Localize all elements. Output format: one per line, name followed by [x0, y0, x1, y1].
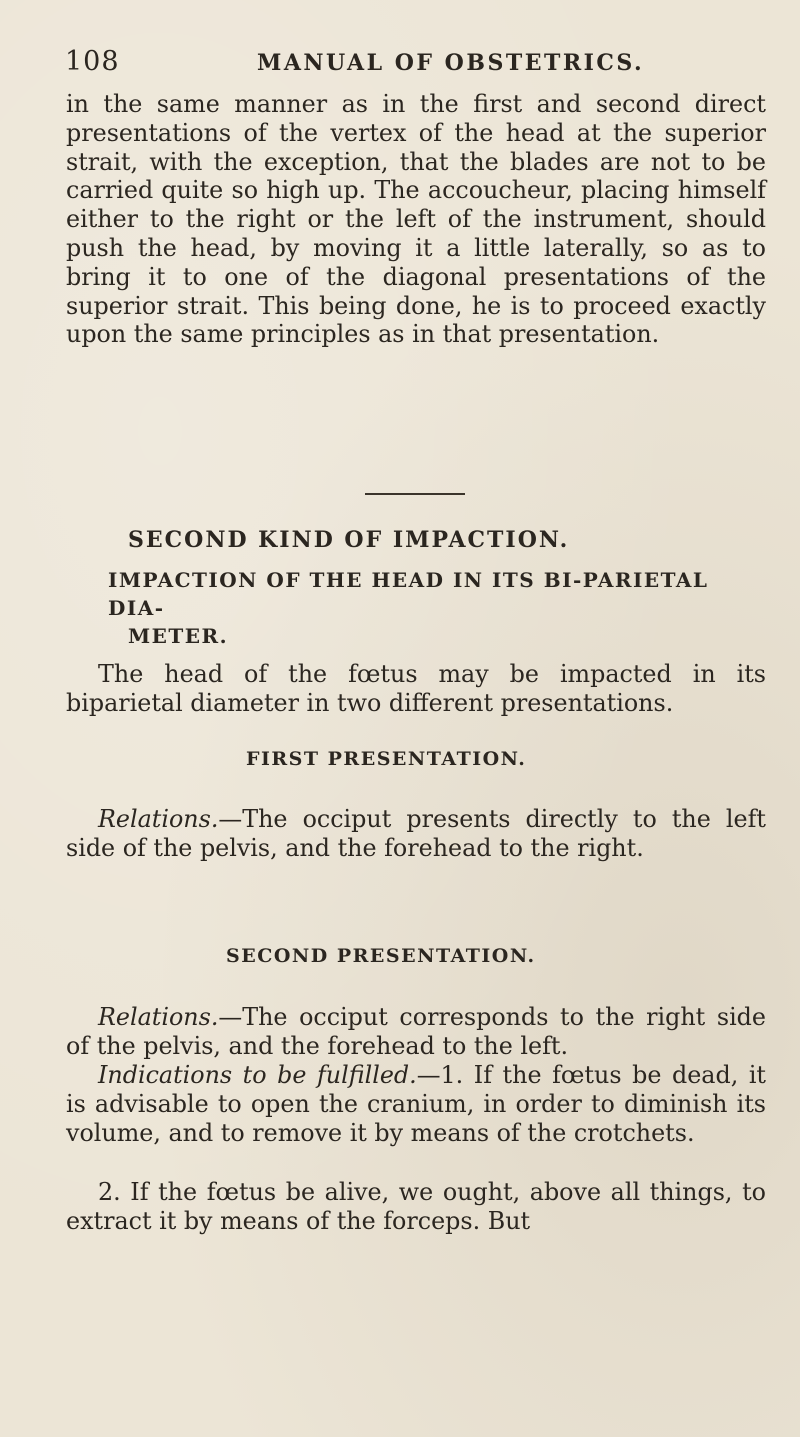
paragraph-continuation: in the same manner as in the first and second direct presentations of the vertex of the head at the superior strait, with the exception, that the blades are not to be carried quite so high up. The accoucheur, placing himself either to the right or the left of the instrument, should push the head, by moving it a little laterally, so as to bring it to one of the diagonal presentations of the superior strait. This being done, he is to proceed exactly upon the same principles as in that presentation.: [66, 90, 766, 349]
heading-line-1: IMPACTION OF THE HEAD IN ITS BI-PARIETAL DIA-: [108, 568, 709, 620]
heading-second-kind-of-impaction: SECOND KIND OF IMPACTION.: [128, 527, 570, 553]
paragraph-second-relations: [66, 1003, 766, 1061]
indications-text-1: —1. If the fœtus be dead, it is advisable to open the cranium, in order to diminish its volume, and to remove it by means of the crotchets.: [66, 1061, 766, 1147]
paragraph-indications-1: [66, 1061, 766, 1147]
heading-second-presentation: SECOND PRESENTATION.: [226, 945, 536, 967]
section-divider: [365, 493, 465, 495]
page-header: [65, 40, 765, 80]
running-head: MANUAL OF OBSTETRICS.: [257, 50, 645, 76]
paragraph-indications-2: 2. If the fœtus be alive, we ought, above all things, to extract it by means of the forceps. But: [66, 1178, 766, 1235]
paragraph-intro: The head of the fœtus may be impacted in its biparietal diameter in two different presentations.: [66, 660, 766, 717]
relations-text: —The occiput corresponds to the right side of the pelvis, and the forehead to the left.: [66, 1003, 766, 1060]
heading-line-2: METER.: [128, 624, 229, 648]
heading-first-presentation: FIRST PRESENTATION.: [246, 748, 527, 770]
relations-label: Relations.: [98, 805, 219, 833]
heading-biparietal-impaction: [108, 566, 748, 650]
relations-text: —The occiput presents directly to the left side of the pelvis, and the forehead to the right.: [66, 805, 766, 862]
relations-label: Relations.: [98, 1003, 219, 1031]
indications-label: Indications to be fulfilled.: [98, 1061, 417, 1089]
paragraph-first-relations: [66, 805, 766, 863]
page-number: 108: [65, 46, 120, 77]
